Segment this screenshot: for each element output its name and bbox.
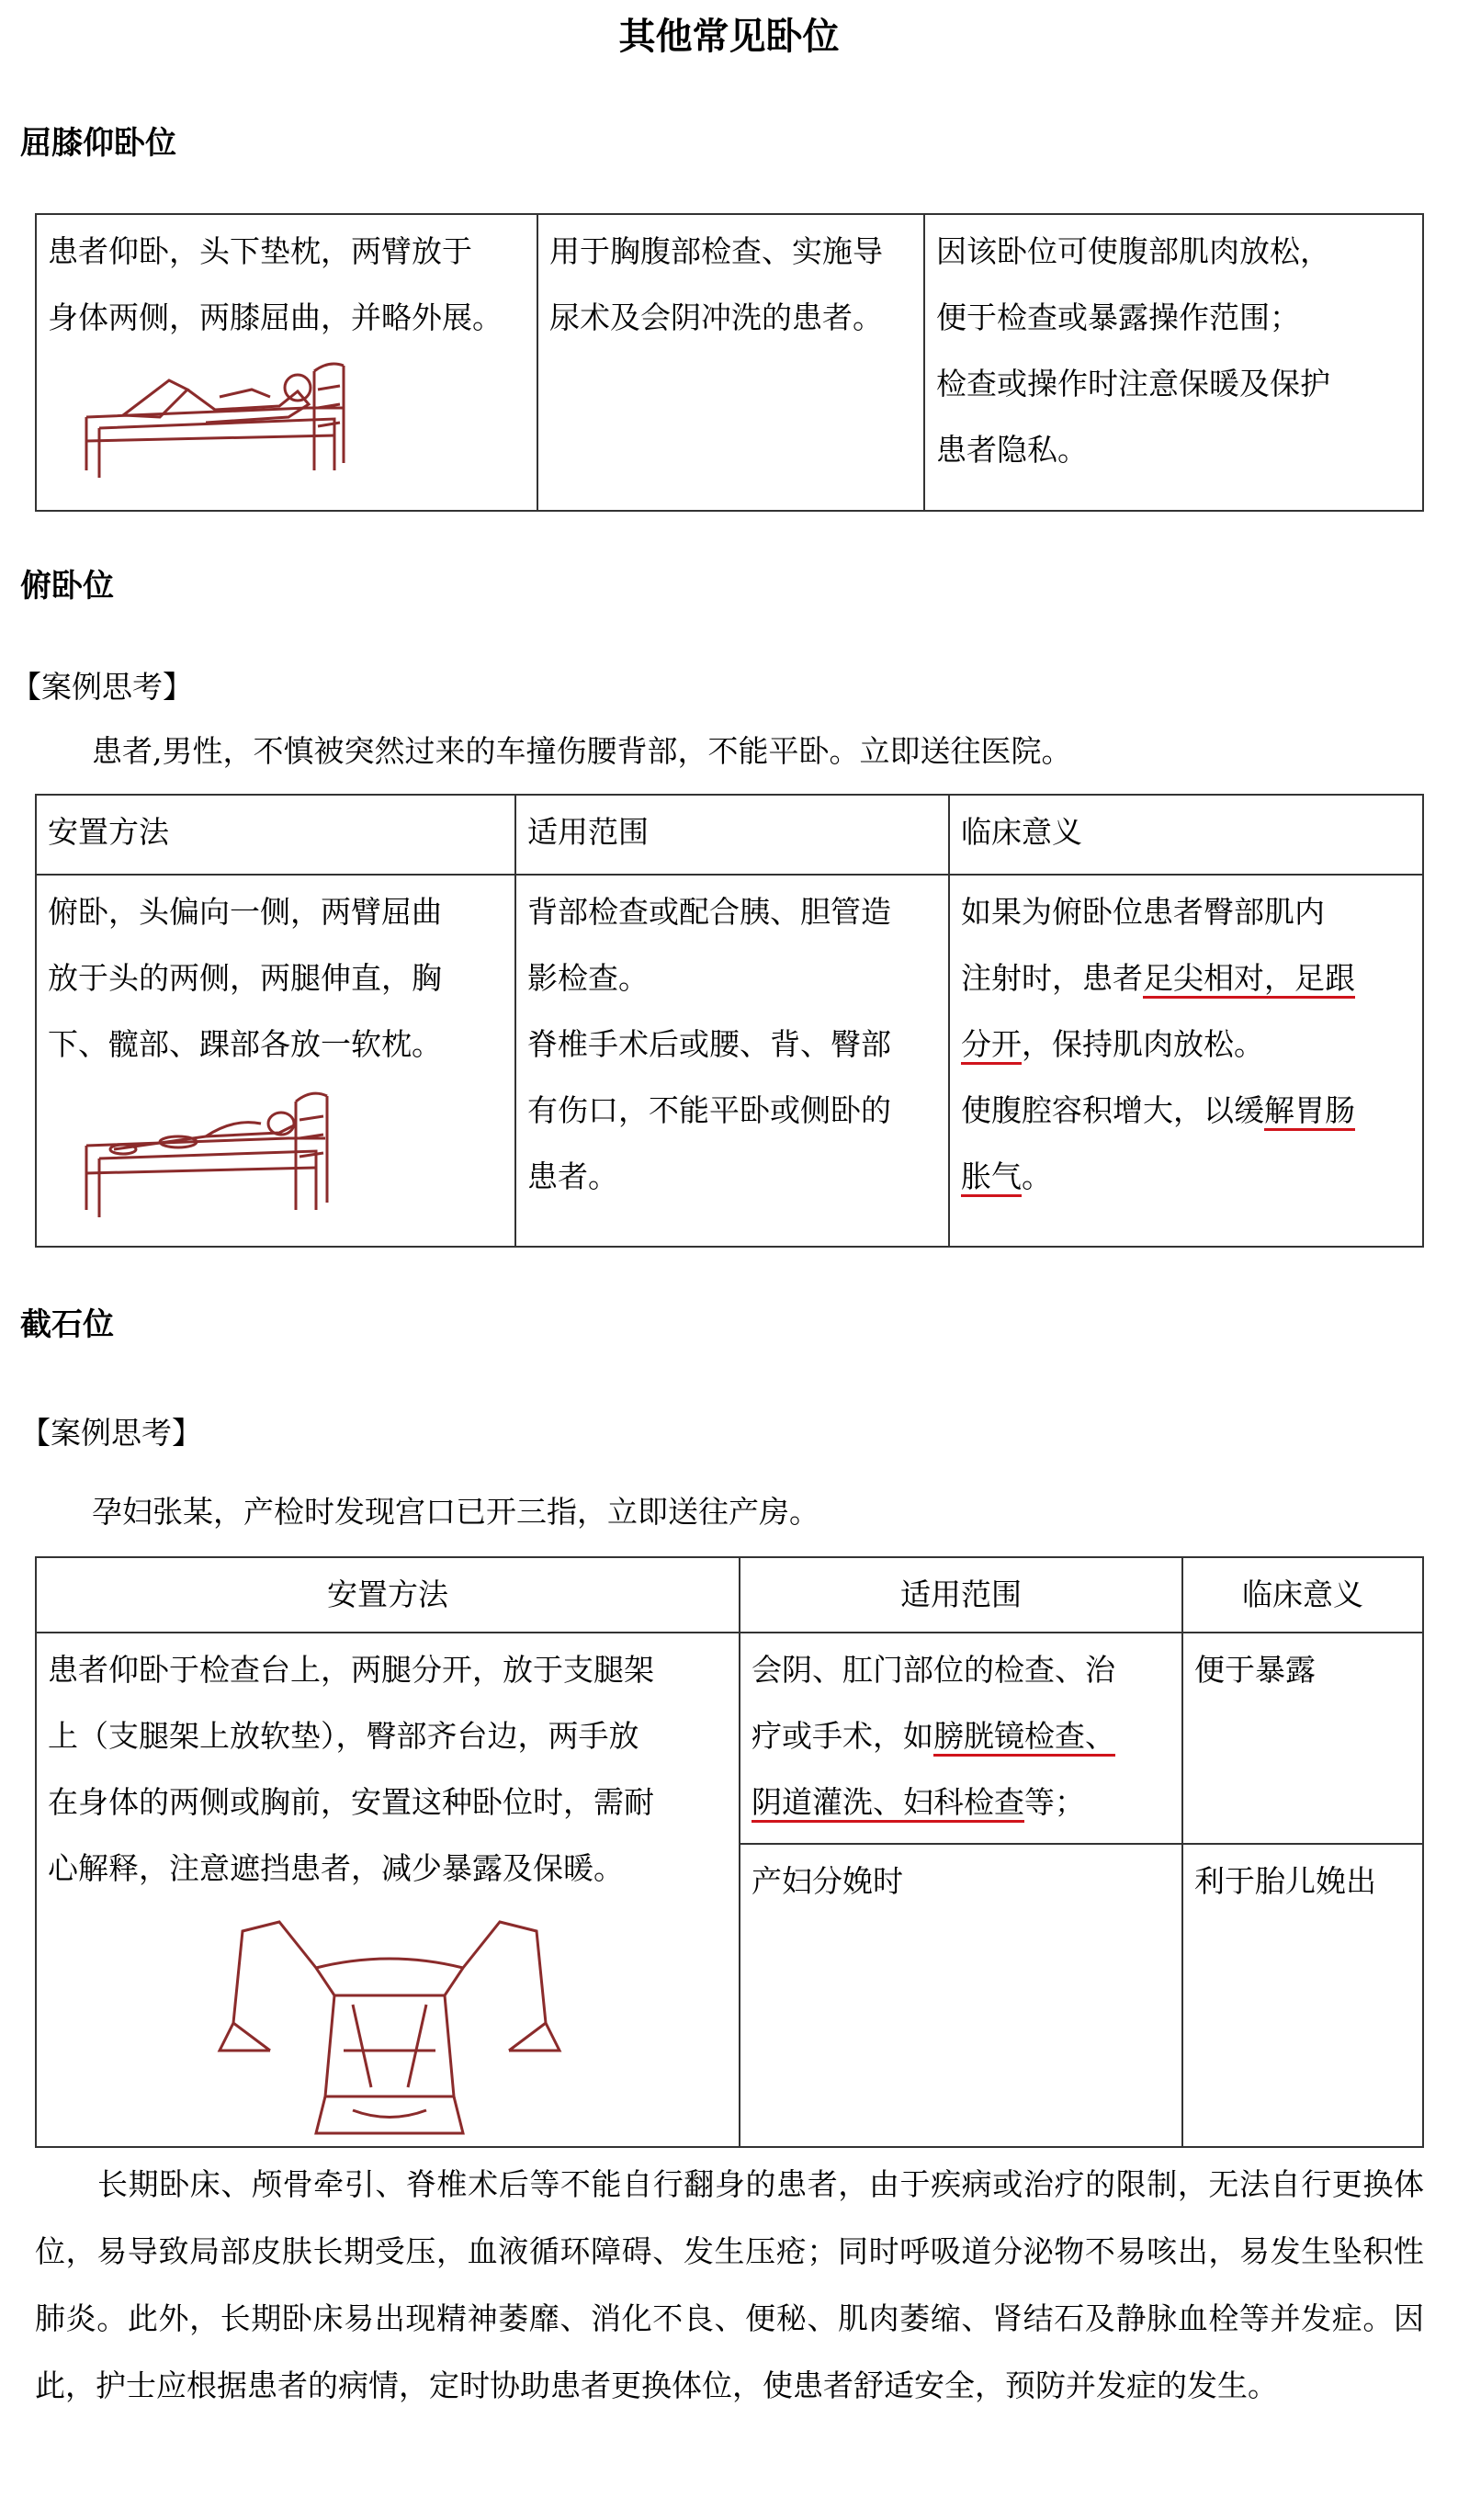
placement-cell (36, 214, 537, 511)
cell-line: 影检查。 (527, 960, 649, 997)
text-segment: 。 (1022, 1158, 1052, 1195)
cell-line (961, 1144, 1411, 1210)
cell-line: 有伤口，不能平卧或侧卧的 (527, 1092, 891, 1129)
scope-cell: 产妇分娩时 (740, 1844, 1182, 2147)
text-segment: 疗或手术，如 (752, 1718, 933, 1754)
table-row (36, 875, 1423, 1247)
header-scope: 适用范围 (515, 795, 949, 875)
closing-paragraph: 长期卧床、颅骨牵引、脊椎术后等不能自行翻身的患者，由于疾病或治疗的限制，无法自行更换体位，易导致局部皮肤长期受压，血液循环障碍、发生压疮；同时呼吸道分泌物不易咳出，易发生坠积性肺炎。此外，长期卧床易出现精神萎靡、消化不良、便秘、肌肉萎缩、肾结石及静脉血栓等并发症。因此，护士应根据患者的病情，定时协助患者更换体位，使患者舒适安全，预防并发症的发生。 (35, 2166, 1424, 2403)
cell-line: 下、髋部、踝部各放一软枕。 (48, 1026, 442, 1063)
cell-line: 身体两侧，两膝屈曲，并略外展。 (48, 299, 503, 335)
section-heading-lithotomy: 截石位 (20, 1306, 114, 1343)
underlined-text: 阴道灌洗、妇科检查 (752, 1784, 1024, 1820)
case-label: 【案例思考】 (20, 1415, 202, 1451)
placement-cell (36, 875, 515, 1247)
cell-line: 俯卧，头偏向一侧，两臂屈曲 (48, 894, 442, 931)
cell-line: 在身体的两侧或胸前，安置这种卧位时，需耐 (48, 1784, 654, 1820)
cell-line: 因该卧位可使腹部肌肉放松， (936, 233, 1330, 269)
table-header-row (36, 1557, 1423, 1633)
supine-knee-illustration (68, 353, 371, 481)
cell-line: 患者。 (527, 1158, 618, 1195)
cell-line: 尿术及会阴冲洗的患者。 (549, 299, 883, 335)
text-segment: 等； (1024, 1784, 1085, 1820)
case-text: 孕妇张某，产检时发现宫口已开三指，立即送往产房。 (92, 1494, 819, 1530)
significance-cell (924, 214, 1423, 511)
table-row (36, 1633, 1423, 1844)
cell-line: 心解释，注意遮挡患者，减少暴露及保暖。 (48, 1850, 624, 1886)
table-header-row (36, 795, 1423, 875)
significance-cell: 利于胎儿娩出 (1182, 1844, 1423, 2147)
underlined-text: 膀胱镜检查、 (933, 1718, 1115, 1754)
underlined-text: 解胃肠 (1264, 1092, 1355, 1129)
scope-cell (537, 214, 924, 511)
table-row (36, 214, 1423, 511)
text-segment: ，保持肌肉放松。 (1022, 1026, 1264, 1063)
cell-line: 上（支腿架上放软垫），臀部齐台边，两手放 (48, 1718, 639, 1754)
cell-line (752, 1703, 1170, 1769)
cell-line: 用于胸腹部检查、实施导 (549, 233, 883, 269)
cell-line: 患者仰卧，头下垫枕，两臂放于 (48, 233, 472, 269)
cell-line (961, 1011, 1411, 1078)
cell-line: 患者隐私。 (936, 432, 1088, 468)
text-segment: 使腹腔容积增大，以缓 (961, 1092, 1264, 1129)
underlined-text: 胀气 (961, 1158, 1022, 1195)
cell-line: 患者仰卧于检查台上，两腿分开，放于支腿架 (48, 1652, 654, 1688)
supine-knee-table (35, 213, 1424, 512)
scope-cell (515, 875, 949, 1247)
significance-cell (949, 875, 1423, 1247)
case-label: 【案例思考】 (11, 669, 193, 705)
cell-line: 如果为俯卧位患者臀部肌内 (961, 894, 1325, 931)
header-significance: 临床意义 (1182, 1557, 1423, 1633)
page-title: 其他常见卧位 (618, 16, 840, 58)
header-placement: 安置方法 (36, 1557, 740, 1633)
cell-line: 检查或操作时注意保暖及保护 (936, 366, 1330, 401)
underlined-text: 足尖相对，足跟 (1143, 960, 1355, 997)
scope-cell (740, 1633, 1182, 1844)
cell-line (752, 1769, 1170, 1836)
cell-line: 会阴、肛门部位的检查、治 (752, 1652, 1115, 1688)
header-significance: 临床意义 (949, 795, 1423, 875)
cell-line: 便于检查或暴露操作范围； (936, 299, 1300, 335)
prone-illustration (68, 1081, 344, 1219)
lithotomy-table (35, 1556, 1424, 2148)
cell-line: 放于头的两侧，两腿伸直，胸 (48, 960, 442, 997)
cell-line (961, 945, 1411, 1011)
cell-line: 脊椎手术后或腰、背、臀部 (527, 1026, 891, 1063)
case-text: 患者,男性，不慎被突然过来的车撞伤腰背部，不能平卧。立即送往医院。 (92, 733, 1072, 769)
prone-table (35, 794, 1424, 1248)
significance-cell: 便于暴露 (1182, 1633, 1423, 1844)
lithotomy-illustration (215, 1913, 564, 2142)
text-segment: 注射时，患者 (961, 960, 1143, 997)
placement-cell (36, 1633, 740, 2147)
section-heading-prone: 俯卧位 (20, 568, 114, 605)
underlined-text: 分开 (961, 1026, 1022, 1063)
cell-line (961, 1078, 1411, 1144)
cell-line: 背部检查或配合胰、胆管造 (527, 894, 891, 931)
header-placement: 安置方法 (36, 795, 515, 875)
section-heading-supine-knee: 屈膝仰卧位 (20, 125, 176, 162)
header-scope: 适用范围 (740, 1557, 1182, 1633)
